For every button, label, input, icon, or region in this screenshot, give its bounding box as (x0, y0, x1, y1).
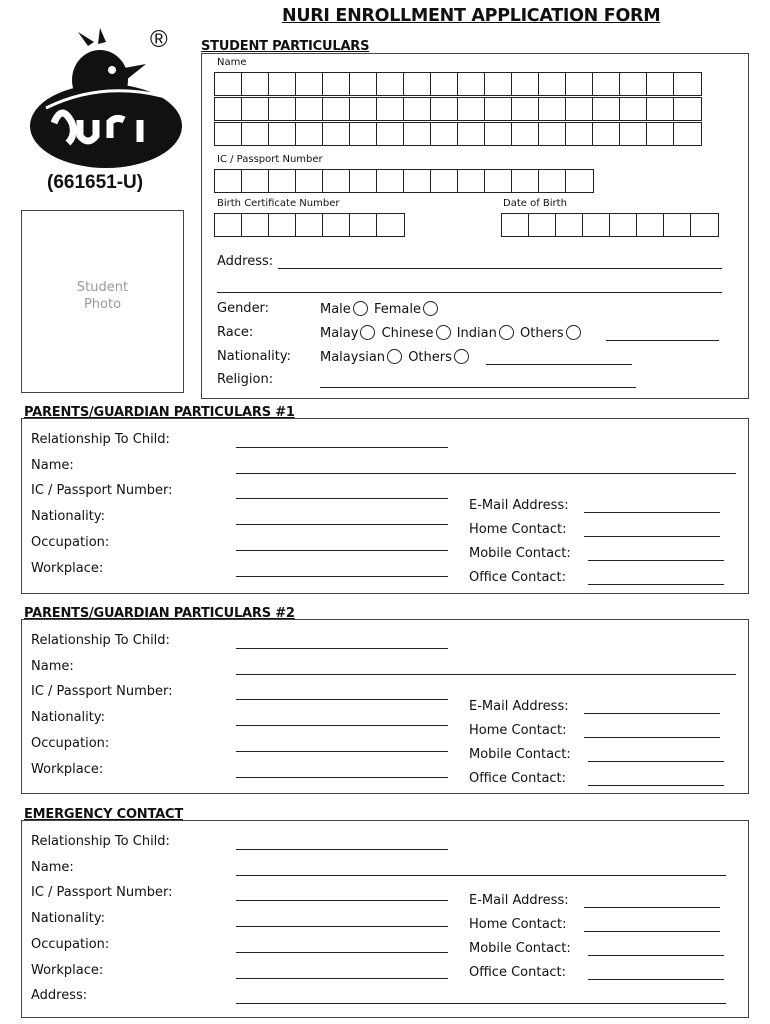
guardian1-office-contact-line[interactable] (588, 584, 724, 585)
race-indian-radio[interactable] (499, 325, 514, 340)
guardian1-ic-label: IC / Passport Number: (31, 483, 173, 499)
dob-grid[interactable] (501, 213, 718, 236)
photo-label-1: Student (76, 280, 129, 295)
gender-options (320, 301, 440, 317)
emergency-occupation-line[interactable] (236, 952, 448, 953)
guardian1-email-label: E-Mail Address: (469, 498, 569, 513)
guardian1-name-label: Name: (31, 457, 74, 473)
gender-female-label: Female (373, 302, 421, 317)
religion-label: Religion: (217, 372, 274, 387)
religion-line[interactable] (320, 387, 636, 388)
guardian2-mobile-contact-line[interactable] (588, 761, 724, 762)
race-others-radio[interactable] (566, 325, 581, 340)
guardian2-relationship-label: Relationship To Child: (31, 633, 170, 648)
guardian1-mobile-contact-label: Mobile Contact: (469, 546, 571, 561)
nationality-malaysian-radio[interactable] (387, 349, 402, 364)
birth-cert-grid[interactable] (214, 213, 404, 236)
student-photo-box[interactable] (21, 210, 184, 393)
emergency-relationship-line[interactable] (236, 849, 448, 850)
guardian1-heading: PARENTS/GUARDIAN PARTICULARS #1 (24, 405, 295, 420)
name-label: Name (217, 57, 247, 68)
guardian2-office-contact-line[interactable] (588, 785, 724, 786)
emergency-occupation-label: Occupation: (31, 936, 110, 952)
guardian1-home-contact-line[interactable] (584, 536, 720, 537)
guardian1-nationality-line[interactable] (236, 524, 448, 525)
emergency-workplace-line[interactable] (236, 978, 448, 979)
nationality-malaysian-label: Malaysian (320, 350, 386, 365)
company-number: (661651-U) (47, 172, 144, 193)
guardian1-home-contact-label: Home Contact: (469, 522, 567, 537)
guardian2-ic-line[interactable] (236, 699, 448, 700)
registered-mark: ® (150, 26, 168, 53)
race-chinese-label: Chinese (381, 326, 434, 341)
guardian1-name-line[interactable] (236, 473, 736, 474)
emergency-office-contact-label: Office Contact: (469, 965, 567, 980)
guardian2-ic-label: IC / Passport Number: (31, 684, 173, 700)
guardian1-occupation-line[interactable] (236, 550, 448, 551)
nuri-logo (28, 28, 188, 168)
nationality-options (320, 349, 471, 365)
emergency-name-line[interactable] (236, 875, 726, 876)
student-section-heading: STUDENT PARTICULARS (201, 39, 370, 54)
emergency-nationality-line[interactable] (236, 926, 448, 927)
guardian2-workplace-line[interactable] (236, 777, 448, 778)
guardian2-nationality-line[interactable] (236, 725, 448, 726)
emergency-email-label: E-Mail Address: (469, 893, 569, 908)
emergency-office-contact-line[interactable] (588, 979, 724, 980)
guardian1-nationality-label: Nationality: (31, 509, 106, 525)
nationality-label: Nationality: (217, 349, 292, 364)
emergency-heading: EMERGENCY CONTACT (24, 807, 184, 822)
emergency-address-line[interactable] (236, 1003, 726, 1004)
guardian1-mobile-contact-line[interactable] (588, 560, 724, 561)
guardian1-occupation-label: Occupation: (31, 534, 110, 550)
guardian1-workplace-line[interactable] (236, 576, 448, 577)
race-others-line[interactable] (606, 340, 719, 341)
emergency-name-label: Name: (31, 859, 74, 875)
guardian2-email-line[interactable] (584, 713, 720, 714)
ic-grid[interactable] (214, 169, 593, 192)
guardian2-mobile-contact-label: Mobile Contact: (469, 747, 571, 762)
guardian2-home-contact-label: Home Contact: (469, 723, 567, 738)
guardian1-relationship-line[interactable] (236, 447, 448, 448)
emergency-ic-line[interactable] (236, 900, 448, 901)
gender-male-radio[interactable] (353, 301, 368, 316)
guardian2-heading: PARENTS/GUARDIAN PARTICULARS #2 (24, 606, 295, 621)
nationality-others-line[interactable] (486, 364, 632, 365)
race-malay-radio[interactable] (360, 325, 375, 340)
emergency-mobile-contact-line[interactable] (588, 955, 724, 956)
birth-cert-label: Birth Certificate Number (217, 198, 340, 209)
race-indian-label: Indian (456, 326, 497, 341)
emergency-workplace-label: Workplace: (31, 962, 104, 978)
nationality-others-radio[interactable] (454, 349, 469, 364)
guardian2-nationality-label: Nationality: (31, 710, 106, 726)
guardian2-relationship-line[interactable] (236, 648, 448, 649)
dob-label: Date of Birth (503, 198, 567, 209)
race-others-label: Others (519, 326, 564, 341)
guardian2-email-label: E-Mail Address: (469, 699, 569, 714)
guardian1-email-line[interactable] (584, 512, 720, 513)
address-line-2[interactable] (217, 292, 722, 293)
guardian1-ic-line[interactable] (236, 498, 448, 499)
gender-male-label: Male (320, 302, 351, 317)
nationality-others-label: Others (408, 350, 452, 365)
name-grid[interactable] (214, 72, 701, 145)
emergency-home-contact-line[interactable] (584, 931, 720, 932)
guardian2-occupation-label: Occupation: (31, 735, 110, 751)
race-options (320, 325, 583, 341)
race-label: Race: (217, 325, 254, 340)
guardian1-workplace-label: Workplace: (31, 560, 104, 576)
emergency-email-line[interactable] (584, 907, 720, 908)
race-chinese-radio[interactable] (436, 325, 451, 340)
emergency-relationship-label: Relationship To Child: (31, 834, 170, 849)
emergency-address-label: Address: (31, 988, 88, 1004)
emergency-home-contact-label: Home Contact: (469, 917, 567, 932)
photo-label-2: Photo (83, 297, 122, 312)
guardian2-occupation-line[interactable] (236, 751, 448, 752)
emergency-mobile-contact-label: Mobile Contact: (469, 941, 571, 956)
emergency-nationality-label: Nationality: (31, 911, 106, 927)
guardian1-office-contact-label: Office Contact: (469, 570, 567, 585)
guardian2-name-label: Name: (31, 658, 74, 674)
address-line-1[interactable] (278, 268, 722, 269)
gender-female-radio[interactable] (423, 301, 438, 316)
guardian1-relationship-label: Relationship To Child: (31, 432, 170, 447)
guardian2-workplace-label: Workplace: (31, 761, 104, 777)
gender-label: Gender: (217, 301, 270, 316)
race-malay-label: Malay (320, 326, 359, 341)
guardian2-office-contact-label: Office Contact: (469, 771, 567, 786)
emergency-ic-label: IC / Passport Number: (31, 885, 173, 901)
guardian2-home-contact-line[interactable] (584, 737, 720, 738)
guardian2-name-line[interactable] (236, 674, 736, 675)
address-label: Address: (217, 254, 274, 269)
ic-label: IC / Passport Number (217, 154, 323, 165)
form-title: NURI ENROLLMENT APPLICATION FORM (282, 6, 661, 26)
